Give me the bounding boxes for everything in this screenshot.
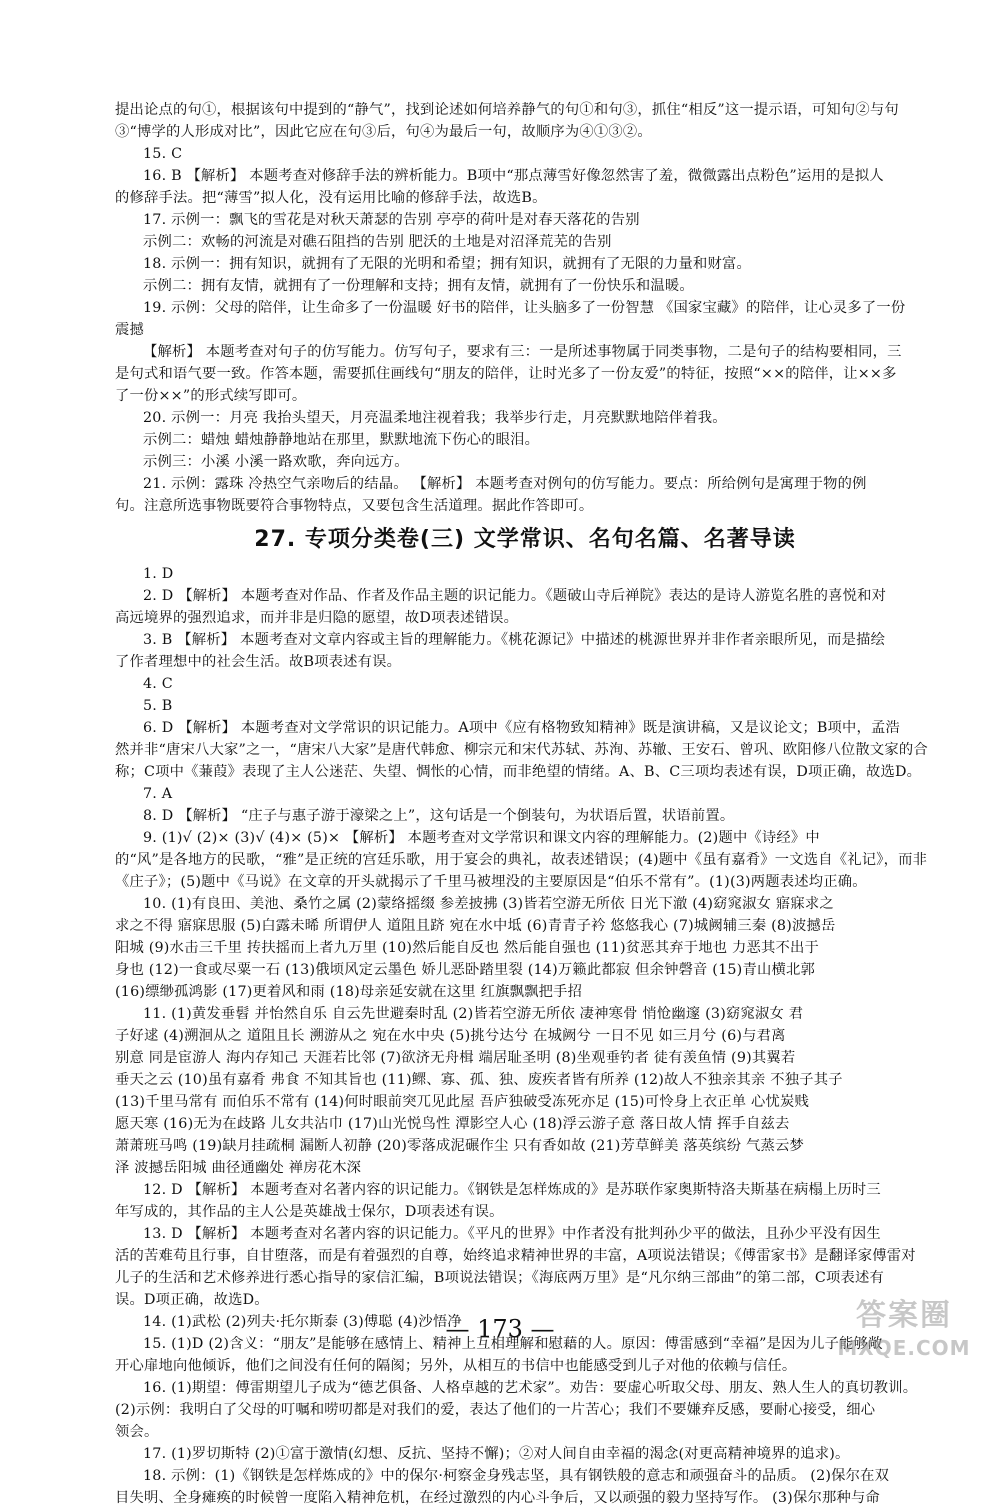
- text-line: 活的苦难苟且行事，自甘堕落，而是有着强烈的自尊，始终追求精神世界的丰富，A项说法错误；《傅雷家书》是翻译家傅雷对: [115, 1248, 916, 1264]
- answer-text-body: [115, 99, 935, 1509]
- text-line: 3. B 【解析】 本题考查对文章内容或主旨的理解能力。《桃花源记》中描述的桃源世界并非作者亲眼所见，而是描绘: [143, 632, 886, 648]
- text-line: 示例二：欢畅的河流是对礁石阻挡的告别 肥沃的土地是对沼泽荒芜的告别: [143, 234, 612, 250]
- text-line: 《庄子》；(5)题中《马说》在文章的开头就揭示了千里马被埋没的主要原因是“伯乐不常有”。(1)(3)两题表述均正确。: [115, 874, 867, 890]
- text-line: 4. C: [143, 676, 173, 692]
- text-line: (2)示例：我明白了父母的叮嘱和唠叨都是对我们的爱，表达了他们的一片苦心；我们不要嫌弃反感，要耐心接受，细心: [115, 1402, 876, 1418]
- text-line: 2. D 【解析】 本题考查对作品、作者及作品主题的识记能力。《题破山寺后禅院》表达的是诗人游览名胜的喜悦和对: [143, 588, 887, 604]
- text-line: 18. 示例：(1)《钢铁是怎样炼成的》中的保尔·柯察金身残志坚，具有钢铁般的意志和顽强奋斗的品质。 (2)保尔在双: [143, 1468, 890, 1484]
- text-line: (16)缥缈孤鸿影 (17)更着风和雨 (18)母亲延安就在这里 红旗飘飘把手招: [115, 984, 583, 1000]
- text-line: 愿天寒 (16)无为在歧路 儿女共沾巾 (17)山光悦鸟性 潭影空人心 (18)浮云游子意 落日故人情 挥手自兹去: [115, 1116, 790, 1132]
- section-heading: 27. 专项分类卷(三) 文学常识、名句名篇、名著导读: [254, 527, 796, 552]
- text-line: 【解析】 本题考查对句子的仿写能力。仿写句子，要求有三：一是所述事物属于同类事物，二是句子的结构要相同，三: [143, 344, 902, 360]
- text-line: 子好逑 (4)溯洄从之 道阻且长 溯游从之 宛在水中央 (5)挑兮达兮 在城阙兮 一日不见 如三月兮 (6)与君离: [115, 1028, 786, 1044]
- text-line: 儿子的生活和艺术修养进行悉心指导的家信汇编，B项说法错误；《海底两万里》是“凡尔纳三部曲”的第二部，C项表述有: [115, 1270, 885, 1286]
- text-line: 泽 波撼岳阳城 曲径通幽处 禅房花木深: [115, 1160, 362, 1176]
- text-line: 17. 示例一：飘飞的雪花是对秋天萧瑟的告别 亭亭的荷叶是对春天落花的告别: [143, 212, 640, 228]
- text-line: 17. (1)罗切斯特 (2)①富于激情(幻想、反抗、坚持不懈)；②对人间自由幸福的渴念(对更高精神境界的追求)。: [143, 1446, 850, 1462]
- text-line: 目失明、全身瘫痪的时候曾一度陷入精神危机，在经过激烈的内心斗争后，又以顽强的毅力坚持写作。 (3)保尔那种与命: [115, 1490, 880, 1506]
- text-line: 15. C: [143, 146, 183, 162]
- text-line: 领会。: [115, 1424, 159, 1440]
- text-line: 15. (1)D (2)含义：“朋友”是能够在感情上、精神上互相理解和慰藉的人。原因：傅雷感到“幸福”是因为儿子能够敞: [143, 1336, 883, 1352]
- watermark-url-text: MXQE.COM: [837, 1336, 971, 1360]
- text-line: 萧萧班马鸣 (19)缺月挂疏桐 漏断人初静 (20)零落成泥碾作尘 只有香如故 (21)芳草鲜美 落英缤纷 气蒸云梦: [115, 1138, 805, 1154]
- text-line: 7. A: [143, 786, 173, 802]
- text-line: 示例二：拥有友情，就拥有了一份理解和支持；拥有友情，就拥有了一份快乐和温暖。: [143, 278, 694, 294]
- text-line: ③“博学的人形成对比”，因此它应在句③后，句④为最后一句，故顺序为④①③②。: [115, 124, 652, 140]
- text-line: 的“风”是各地方的民歌，“雅”是正统的宫廷乐歌，用于宴会的典礼，故表述错误；(4)题中《虽有嘉肴》一文选自《礼记》，而非: [115, 852, 928, 868]
- text-line: 14. (1)武松 (2)列夫·托尔斯泰 (3)傅聪 (4)沙悟净: [143, 1314, 462, 1330]
- text-line: 20. 示例一：月亮 我抬头望天，月亮温柔地注视着我；我举步行走，月亮默默地陪伴着我。: [143, 410, 727, 426]
- text-line: 18. 示例一：拥有知识，就拥有了无限的光明和希望；拥有知识，就拥有了无限的力量和财富。: [143, 256, 751, 272]
- text-line: 然并非“唐宋八大家”之一，“唐宋八大家”是唐代韩愈、柳宗元和宋代苏轼、苏洵、苏辙、王安石、曾巩、欧阳修八位散文家的合: [115, 742, 928, 758]
- text-line: 提出论点的句①，根据该句中提到的“静气”，找到论述如何培养静气的句①和句③，抓住“相反”这一提示语，可知句②与句: [115, 102, 899, 118]
- text-line: 示例二：蜡烛 蜡烛静静地站在那里，默默地流下伤心的眼泪。: [143, 432, 540, 448]
- text-line: 16. B 【解析】 本题考查对修辞手法的辨析能力。B项中“那点薄雪好像忽然害了羞，微微露出点粉色”运用的是拟人: [143, 168, 884, 184]
- text-line: 句。注意所选事物既要符合事物特点，又要包含生活道理。据此作答即可。: [115, 498, 594, 514]
- text-line: 身也 (12)一食或尽粟一石 (13)俄顷风定云墨色 娇儿恶卧踏里裂 (14)万籁此都寂 但余钟磬音 (15)青山横北郭: [115, 962, 815, 978]
- text-line: 垂天之云 (10)虽有嘉肴 弗食 不知其旨也 (11)鳏、寡、孤、独、废疾者皆有所养 (12)故人不独亲其亲 不独子其子: [115, 1072, 843, 1088]
- text-line: 是句式和语气要一致。作答本题，需要抓住画线句“朋友的陪伴，让时光多了一份友爱”的特征，按照“××的陪伴，让××多: [115, 366, 897, 382]
- text-line: 6. D 【解析】 本题考查对文学常识的识记能力。A项中《应有格物致知精神》既是演讲稿，又是议论文；B项中，孟浩: [143, 720, 901, 736]
- text-line: 21. 示例：露珠 冷热空气亲吻后的结晶。 【解析】 本题考查对例句的仿写能力。要点：所给例句是寓理于物的例: [143, 476, 867, 492]
- text-line: 求之不得 寤寐思服 (5)白露未晞 所谓伊人 道阻且跻 宛在水中坻 (6)青青子衿 悠悠我心 (7)城阙辅三秦 (8)波撼岳: [115, 918, 836, 934]
- text-line: 阳城 (9)水击三千里 抟扶摇而上者九万里 (10)然后能自反也 然后能自强也 (11)贫恶其弃于地也 力恶其不出于: [115, 940, 819, 956]
- text-line: 9. (1)√ (2)× (3)√ (4)× (5)× 【解析】 本题考查对文学常识和课文内容的理解能力。(2)题中《诗经》中: [143, 830, 820, 846]
- page-number: — 173 —: [445, 1315, 555, 1343]
- text-line: 的修辞手法。把“薄雪”拟人化，没有运用比喻的修辞手法，故选B。: [115, 190, 547, 206]
- text-line: 称；C项中《蒹葭》表现了主人公迷茫、失望、惆怅的心情，而非绝望的情绪。A、B、C三项均表述有误，D项正确，故选D。: [115, 764, 922, 780]
- text-line: 8. D 【解析】 “庄子与惠子游于濠梁之上”，这句话是一个倒装句，为状语后置，状语前置。: [143, 808, 735, 824]
- text-line: 13. D 【解析】 本题考查对名著内容的识记能力。《平凡的世界》中作者没有批判孙少平的做法，且孙少平没有因生: [143, 1226, 881, 1242]
- text-line: 19. 示例：父母的陪伴，让生命多了一份温暖 好书的陪伴，让头脑多了一份智慧 《国家宝藏》的陪伴，让心灵多了一份: [143, 300, 906, 316]
- text-line: 12. D 【解析】 本题考查对名著内容的识记能力。《钢铁是怎样炼成的》是苏联作家奥斯特洛夫斯基在病榻上历时三: [143, 1182, 881, 1198]
- text-line: 11. (1)黄发垂髫 并怡然自乐 自云先世避秦时乱 (2)皆若空游无所依 凄神寒骨 悄怆幽邃 (3)窈窕淑女 君: [143, 1006, 804, 1022]
- text-line: 5. B: [143, 698, 173, 714]
- text-line: (13)千里马常有 而伯乐不常有 (14)何时眼前突兀见此屋 吾庐独破受冻死亦足 (15)可怜身上衣正单 心忧炭贱: [115, 1094, 810, 1110]
- text-line: 了作者理想中的社会生活。故B项表述有误。: [115, 654, 402, 670]
- text-line: 开心扉地向他倾诉，他们之间没有任何的隔阂；另外，从相互的书信中也能感受到儿子对他的依赖与信任。: [115, 1358, 797, 1374]
- text-line: 了一份××”的形式续写即可。: [115, 388, 307, 404]
- text-line: 16. (1)期望：傅雷期望儿子成为“德艺俱备、人格卓越的艺术家”。劝告：要虚心听取父母、朋友、熟人生人的真切教训。: [143, 1380, 918, 1396]
- text-line: 年写成的，其作品的主人公是英雄战士保尔，D项表述有误。: [115, 1204, 504, 1220]
- text-line: 误。D项正确，故选D。: [115, 1292, 269, 1308]
- text-line: 10. (1)有良田、美池、桑竹之属 (2)蒙络摇缀 参差披拂 (3)皆若空游无所依 日光下澈 (4)窈窕淑女 寤寐求之: [143, 896, 834, 912]
- text-line: 高远境界的强烈追求，而并非是归隐的愿望，故D项表述错误。: [115, 610, 519, 626]
- watermark-logo-text: 答案圈: [856, 1298, 952, 1333]
- text-line: 震撼: [115, 322, 144, 338]
- text-line: 示例三：小溪 小溪一路欢歌，奔向远方。: [143, 454, 409, 470]
- text-line: 1. D: [143, 566, 174, 582]
- site-watermark: [818, 1296, 990, 1368]
- text-line: 别意 同是宦游人 海内存知己 天涯若比邻 (7)欲济无舟楫 端居耻圣明 (8)坐观垂钓者 徒有羡鱼情 (9)其翼若: [115, 1050, 796, 1066]
